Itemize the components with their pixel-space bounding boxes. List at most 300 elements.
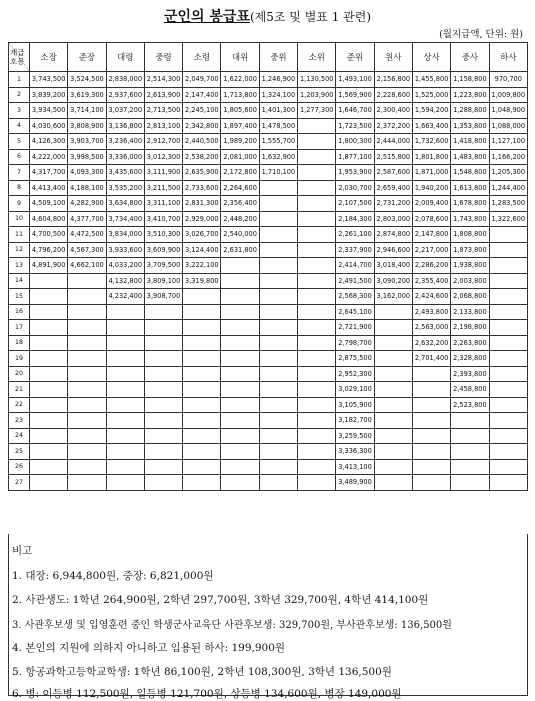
pay-cell: 1,205,300 — [489, 165, 527, 181]
pay-cell — [144, 428, 182, 444]
pay-cell: 2,393,800 — [451, 366, 489, 382]
pay-cell — [451, 475, 489, 491]
table-row — [9, 258, 528, 274]
pay-cell: 4,030,600 — [30, 118, 68, 134]
pay-cell — [106, 413, 144, 429]
pay-cell: 1,478,500 — [259, 118, 297, 134]
pay-cell: 2,458,800 — [451, 382, 489, 398]
pay-cell: 4,126,300 — [30, 134, 68, 150]
pay-cell — [259, 397, 297, 413]
pay-cell — [30, 351, 68, 367]
pay-cell: 1,622,000 — [221, 72, 259, 88]
pay-cell: 2,632,200 — [412, 335, 450, 351]
step-cell: 15 — [9, 289, 30, 305]
pay-cell — [30, 366, 68, 382]
pay-cell — [30, 320, 68, 336]
pay-cell: 2,838,000 — [106, 72, 144, 88]
pay-cell — [183, 351, 221, 367]
pay-cell — [68, 382, 106, 398]
step-cell: 2 — [9, 87, 30, 103]
pay-cell — [298, 180, 336, 196]
step-cell: 23 — [9, 413, 30, 429]
pay-cell — [374, 320, 412, 336]
pay-cell — [298, 382, 336, 398]
pay-cell: 2,912,700 — [144, 134, 182, 150]
table-row — [9, 87, 528, 103]
pay-cell — [68, 413, 106, 429]
pay-cell — [259, 242, 297, 258]
pay-cell: 4,033,200 — [106, 258, 144, 274]
step-cell: 4 — [9, 118, 30, 134]
pay-cell — [412, 413, 450, 429]
step-cell: 10 — [9, 211, 30, 227]
table-row — [9, 428, 528, 444]
pay-cell: 2,300,400 — [374, 103, 412, 119]
pay-cell: 2,523,800 — [451, 397, 489, 413]
pay-cell: 2,563,000 — [412, 320, 450, 336]
pay-cell: 2,068,800 — [451, 289, 489, 305]
pay-cell — [259, 289, 297, 305]
table-row — [9, 149, 528, 165]
document-title — [0, 6, 535, 26]
pay-cell: 1,871,000 — [412, 165, 450, 181]
pay-cell — [106, 366, 144, 382]
pay-cell: 2,540,000 — [221, 227, 259, 243]
pay-cell — [298, 242, 336, 258]
pay-cell — [221, 304, 259, 320]
pay-cell: 2,952,300 — [336, 366, 374, 382]
pay-cell: 970,700 — [489, 72, 527, 88]
pay-cell: 3,709,500 — [144, 258, 182, 274]
pay-cell — [183, 444, 221, 460]
pay-cell: 2,133,800 — [451, 304, 489, 320]
step-cell: 22 — [9, 397, 30, 413]
pay-cell — [374, 304, 412, 320]
pay-cell: 3,319,800 — [183, 273, 221, 289]
pay-cell: 3,619,300 — [68, 87, 106, 103]
pay-cell — [298, 118, 336, 134]
table-row — [9, 444, 528, 460]
pay-cell: 2,798,700 — [336, 335, 374, 351]
table-row — [9, 180, 528, 196]
pay-cell: 3,136,800 — [106, 118, 144, 134]
pay-cell: 1,493,100 — [336, 72, 374, 88]
pay-cell: 1,223,800 — [451, 87, 489, 103]
pay-cell — [183, 320, 221, 336]
pay-table — [8, 42, 528, 491]
pay-cell: 2,538,200 — [183, 149, 221, 165]
pay-cell — [489, 227, 527, 243]
pay-cell — [298, 351, 336, 367]
pay-cell — [183, 397, 221, 413]
pay-cell — [374, 459, 412, 475]
step-cell: 18 — [9, 335, 30, 351]
step-cell: 25 — [9, 444, 30, 460]
pay-cell: 2,733,600 — [183, 180, 221, 196]
table-row — [9, 335, 528, 351]
pay-cell: 1,732,600 — [412, 134, 450, 150]
pay-cell — [144, 444, 182, 460]
pay-cell: 3,839,200 — [30, 87, 68, 103]
pay-cell — [412, 397, 450, 413]
pay-cell: 4,509,100 — [30, 196, 68, 212]
pay-cell: 2,587,600 — [374, 165, 412, 181]
pay-cell: 2,874,800 — [374, 227, 412, 243]
pay-cell: 3,808,900 — [68, 118, 106, 134]
pay-cell — [106, 397, 144, 413]
table-row — [9, 118, 528, 134]
step-cell: 20 — [9, 366, 30, 382]
pay-cell: 2,081,000 — [221, 149, 259, 165]
pay-cell: 1,953,900 — [336, 165, 374, 181]
pay-cell: 3,809,100 — [144, 273, 182, 289]
step-cell: 7 — [9, 165, 30, 181]
rank-header: 준위 — [336, 43, 374, 72]
pay-cell — [489, 413, 527, 429]
pay-cell — [374, 428, 412, 444]
pay-cell — [412, 459, 450, 475]
table-row — [9, 165, 528, 181]
pay-cell — [68, 351, 106, 367]
step-cell: 17 — [9, 320, 30, 336]
pay-cell: 1,743,800 — [451, 211, 489, 227]
pay-cell: 3,311,100 — [144, 196, 182, 212]
pay-cell: 2,448,200 — [221, 211, 259, 227]
table-body — [9, 72, 528, 491]
pay-cell — [412, 382, 450, 398]
pay-cell: 2,147,800 — [412, 227, 450, 243]
pay-cell: 4,377,700 — [68, 211, 106, 227]
pay-cell — [106, 304, 144, 320]
pay-cell: 3,435,600 — [106, 165, 144, 181]
pay-cell: 2,493,800 — [412, 304, 450, 320]
pay-cell: 3,410,700 — [144, 211, 182, 227]
pay-cell — [451, 428, 489, 444]
pay-cell — [259, 366, 297, 382]
pay-cell: 1,203,900 — [298, 87, 336, 103]
pay-cell: 2,444,000 — [374, 134, 412, 150]
note-item: 6. 병: 이등병 112,500원, 일등병 121,700원, 상등병 134,600원, 병장 149,000원 — [12, 688, 402, 700]
pay-cell — [259, 382, 297, 398]
pay-cell: 1,322,600 — [489, 211, 527, 227]
pay-cell — [144, 459, 182, 475]
pay-cell: 1,158,800 — [451, 72, 489, 88]
pay-cell: 2,217,000 — [412, 242, 450, 258]
pay-cell: 3,336,000 — [106, 149, 144, 165]
pay-cell: 1,678,800 — [451, 196, 489, 212]
pay-cell: 4,796,200 — [30, 242, 68, 258]
pay-cell: 1,594,200 — [412, 103, 450, 119]
pay-cell — [259, 196, 297, 212]
pay-cell: 3,029,100 — [336, 382, 374, 398]
pay-cell: 2,831,300 — [183, 196, 221, 212]
table-row — [9, 273, 528, 289]
pay-cell — [298, 134, 336, 150]
step-cell: 14 — [9, 273, 30, 289]
pay-cell: 2,372,200 — [374, 118, 412, 134]
table-row — [9, 366, 528, 382]
pay-cell — [30, 273, 68, 289]
pay-cell — [68, 304, 106, 320]
pay-cell — [298, 227, 336, 243]
pay-cell — [221, 335, 259, 351]
pay-cell — [298, 196, 336, 212]
pay-cell — [298, 289, 336, 305]
pay-cell: 3,236,400 — [106, 134, 144, 150]
rank-header: 중사 — [451, 43, 489, 72]
pay-cell: 3,018,400 — [374, 258, 412, 274]
pay-cell: 2,713,500 — [144, 103, 182, 119]
pay-cell — [183, 304, 221, 320]
pay-cell: 1,283,500 — [489, 196, 527, 212]
rank-header: 중위 — [259, 43, 297, 72]
table-row — [9, 351, 528, 367]
pay-cell — [68, 475, 106, 491]
pay-cell: 2,172,800 — [221, 165, 259, 181]
pay-cell: 2,107,500 — [336, 196, 374, 212]
pay-cell: 3,162,000 — [374, 289, 412, 305]
header-row — [9, 43, 528, 72]
table-row — [9, 475, 528, 491]
rank-header: 상사 — [412, 43, 450, 72]
pay-cell: 2,286,200 — [412, 258, 450, 274]
pay-cell — [30, 459, 68, 475]
pay-cell: 1,048,900 — [489, 103, 527, 119]
pay-cell: 1,989,200 — [221, 134, 259, 150]
step-cell: 5 — [9, 134, 30, 150]
pay-cell — [30, 382, 68, 398]
pay-cell — [489, 397, 527, 413]
pay-cell — [144, 382, 182, 398]
step-cell: 12 — [9, 242, 30, 258]
pay-cell: 3,489,900 — [336, 475, 374, 491]
pay-cell — [412, 428, 450, 444]
rank-header: 대위 — [221, 43, 259, 72]
step-cell: 24 — [9, 428, 30, 444]
pay-cell — [106, 335, 144, 351]
step-cell: 27 — [9, 475, 30, 491]
pay-cell — [298, 258, 336, 274]
pay-cell: 1,418,800 — [451, 134, 489, 150]
pay-cell — [298, 428, 336, 444]
table-row — [9, 72, 528, 88]
pay-cell — [259, 351, 297, 367]
step-cell: 26 — [9, 459, 30, 475]
pay-cell: 2,515,800 — [374, 149, 412, 165]
pay-cell: 4,188,100 — [68, 180, 106, 196]
pay-cell — [68, 273, 106, 289]
pay-cell — [144, 413, 182, 429]
pay-cell: 3,908,700 — [144, 289, 182, 305]
pay-cell — [259, 335, 297, 351]
pay-cell — [259, 211, 297, 227]
pay-cell: 4,222,000 — [30, 149, 68, 165]
pay-cell — [259, 304, 297, 320]
pay-cell — [259, 227, 297, 243]
rank-header: 중령 — [144, 43, 182, 72]
pay-cell: 1,713,800 — [221, 87, 259, 103]
pay-cell — [298, 273, 336, 289]
pay-cell: 2,228,600 — [374, 87, 412, 103]
pay-cell — [183, 382, 221, 398]
pay-cell: 4,317,700 — [30, 165, 68, 181]
pay-cell — [489, 444, 527, 460]
pay-cell — [298, 335, 336, 351]
pay-cell: 1,548,800 — [451, 165, 489, 181]
rank-header: 소위 — [298, 43, 336, 72]
step-cell: 6 — [9, 149, 30, 165]
pay-cell: 1,613,800 — [451, 180, 489, 196]
pay-cell: 2,813,100 — [144, 118, 182, 134]
pay-cell: 2,491,500 — [336, 273, 374, 289]
pay-cell: 3,609,900 — [144, 242, 182, 258]
pay-cell — [298, 475, 336, 491]
pay-cell: 1,805,600 — [221, 103, 259, 119]
pay-cell — [221, 273, 259, 289]
pay-cell: 1,938,800 — [451, 258, 489, 274]
pay-cell: 3,933,600 — [106, 242, 144, 258]
pay-cell — [30, 289, 68, 305]
pay-cell: 2,946,600 — [374, 242, 412, 258]
table-row — [9, 382, 528, 398]
pay-cell — [68, 397, 106, 413]
pay-cell — [259, 475, 297, 491]
pay-cell — [489, 289, 527, 305]
pay-cell — [30, 335, 68, 351]
pay-cell: 3,259,500 — [336, 428, 374, 444]
pay-cell: 3,734,400 — [106, 211, 144, 227]
pay-cell: 2,245,100 — [183, 103, 221, 119]
pay-cell — [30, 397, 68, 413]
pay-cell: 3,413,100 — [336, 459, 374, 475]
pay-cell: 1,877,100 — [336, 149, 374, 165]
pay-cell: 1,166,200 — [489, 149, 527, 165]
step-cell: 13 — [9, 258, 30, 274]
pay-cell — [183, 335, 221, 351]
pay-cell: 2,875,500 — [336, 351, 374, 367]
pay-cell — [451, 444, 489, 460]
pay-cell: 3,998,500 — [68, 149, 106, 165]
pay-cell — [183, 475, 221, 491]
rank-header: 소장 — [30, 43, 68, 72]
pay-cell: 2,337,900 — [336, 242, 374, 258]
table-row — [9, 134, 528, 150]
pay-cell — [374, 397, 412, 413]
pay-cell: 3,111,900 — [144, 165, 182, 181]
pay-cell — [489, 335, 527, 351]
table-row — [9, 196, 528, 212]
pay-cell: 2,184,300 — [336, 211, 374, 227]
pay-cell: 3,105,900 — [336, 397, 374, 413]
pay-cell: 3,124,400 — [183, 242, 221, 258]
step-cell: 21 — [9, 382, 30, 398]
pay-cell — [68, 459, 106, 475]
pay-cell — [374, 475, 412, 491]
note-item: 5. 항공과학고등학교학생: 1학년 86,100원, 2학년 108,300원, 3학년 136,500원 — [12, 666, 392, 678]
pay-cell: 3,714,100 — [68, 103, 106, 119]
pay-cell: 3,026,700 — [183, 227, 221, 243]
pay-cell — [30, 304, 68, 320]
note-item: 2. 사관생도: 1학년 264,900원, 2학년 297,700원, 3학년 329,700원, 4학년 414,100원 — [12, 594, 429, 606]
pay-cell: 4,472,500 — [68, 227, 106, 243]
pay-cell — [489, 459, 527, 475]
rank-header: 대령 — [106, 43, 144, 72]
pay-cell: 2,424,600 — [412, 289, 450, 305]
pay-cell: 4,700,500 — [30, 227, 68, 243]
pay-cell — [298, 149, 336, 165]
pay-cell — [221, 351, 259, 367]
pay-cell: 1,873,800 — [451, 242, 489, 258]
pay-cell — [106, 382, 144, 398]
pay-cell — [30, 413, 68, 429]
note-item: 3. 사관후보생 및 입영훈련 중인 학생군사교육단 사관후보생: 329,700원, 부사관후보생: 136,500원 — [12, 620, 452, 631]
pay-cell: 4,132,800 — [106, 273, 144, 289]
pay-cell — [221, 413, 259, 429]
pay-cell: 2,264,600 — [221, 180, 259, 196]
title-sub: (제5조 및 별표 1 관련) — [249, 10, 372, 24]
step-cell: 3 — [9, 103, 30, 119]
pay-cell — [374, 413, 412, 429]
pay-cell: 3,182,700 — [336, 413, 374, 429]
pay-cell: 2,645,100 — [336, 304, 374, 320]
rank-header: 준장 — [68, 43, 106, 72]
notes-heading: 비고 — [12, 545, 33, 557]
pay-cell: 1,663,400 — [412, 118, 450, 134]
pay-cell: 3,634,800 — [106, 196, 144, 212]
pay-cell: 1,401,300 — [259, 103, 297, 119]
pay-cell — [451, 413, 489, 429]
pay-cell: 1,525,000 — [412, 87, 450, 103]
pay-cell: 4,282,900 — [68, 196, 106, 212]
pay-cell — [298, 165, 336, 181]
pay-cell — [144, 351, 182, 367]
pay-cell: 1,246,900 — [259, 72, 297, 88]
step-cell: 11 — [9, 227, 30, 243]
pay-cell — [221, 258, 259, 274]
table-row — [9, 227, 528, 243]
pay-cell — [451, 459, 489, 475]
pay-cell — [183, 428, 221, 444]
pay-cell: 1,897,400 — [221, 118, 259, 134]
pay-cell: 1,483,800 — [451, 149, 489, 165]
pay-cell: 2,356,400 — [221, 196, 259, 212]
pay-cell — [221, 444, 259, 460]
table-row — [9, 211, 528, 227]
pay-cell: 1,632,900 — [259, 149, 297, 165]
pay-cell — [298, 413, 336, 429]
pay-cell: 3,090,200 — [374, 273, 412, 289]
pay-cell: 2,342,800 — [183, 118, 221, 134]
pay-cell: 2,514,300 — [144, 72, 182, 88]
pay-cell: 3,222,100 — [183, 258, 221, 274]
pay-cell: 2,701,400 — [412, 351, 450, 367]
table-row — [9, 459, 528, 475]
pay-cell: 2,003,800 — [451, 273, 489, 289]
pay-cell — [298, 304, 336, 320]
pay-cell: 2,803,000 — [374, 211, 412, 227]
pay-cell: 2,635,900 — [183, 165, 221, 181]
pay-cell: 1,940,200 — [412, 180, 450, 196]
rank-header: 소령 — [183, 43, 221, 72]
pay-cell: 3,834,000 — [106, 227, 144, 243]
pay-cell: 3,336,300 — [336, 444, 374, 460]
pay-cell — [106, 444, 144, 460]
pay-cell: 1,127,100 — [489, 134, 527, 150]
pay-cell — [298, 397, 336, 413]
pay-cell — [259, 428, 297, 444]
pay-cell — [412, 444, 450, 460]
pay-cell: 4,567,300 — [68, 242, 106, 258]
